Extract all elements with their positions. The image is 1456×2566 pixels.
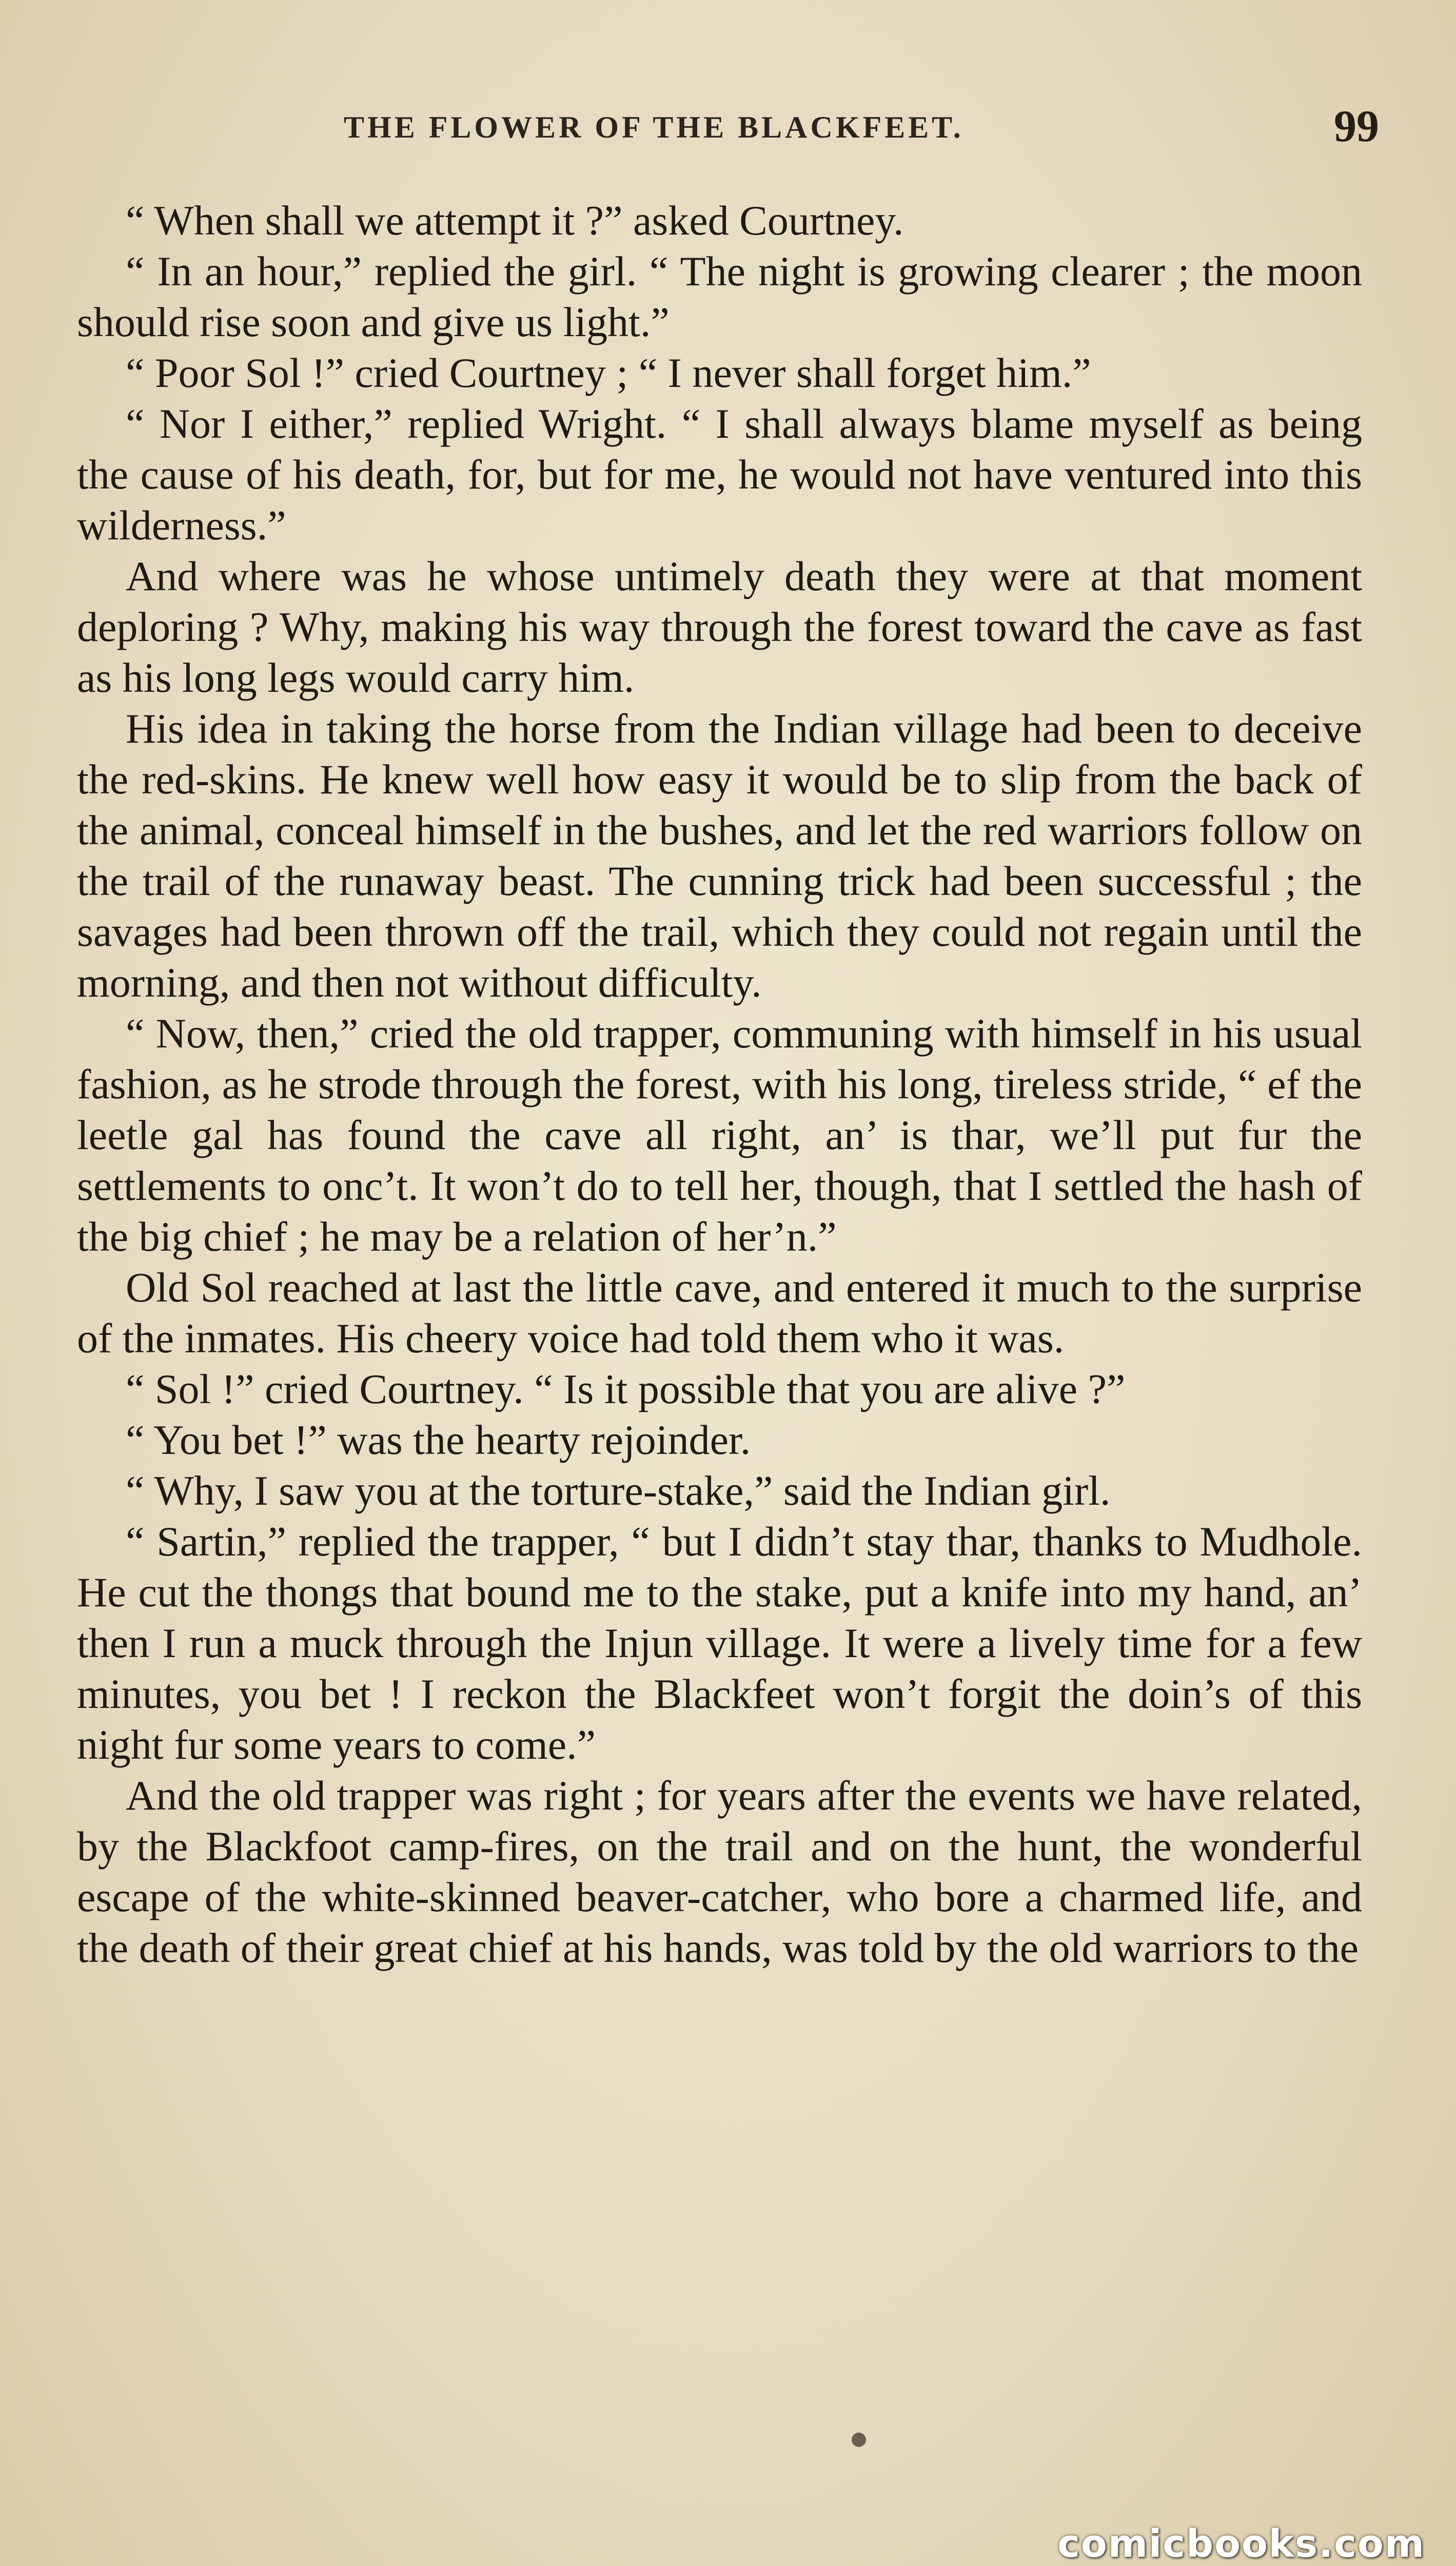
ink-dot bbox=[852, 2433, 866, 2447]
paragraph: “ Why, I saw you at the torture-stake,” said the Indian girl. bbox=[126, 1467, 1111, 1514]
paragraph: “ Poor Sol !” cried Courtney ; “ I never shall forget him.” bbox=[126, 349, 1091, 396]
paragraph: “ You bet !” was the hearty rejoinder. bbox=[126, 1416, 751, 1463]
paragraph: His idea in taking the horse from the Indian village had been to deceive the red-skins. He knew well how easy it would be to slip from the back of the animal, conceal himself in the bushes, and let the red warriors follow on the trail of the runaway beast. The cunning trick had been successful ; the savages had been thrown off the trail, which they could not regain until the morning, and then not without difficulty. bbox=[77, 705, 1362, 1006]
paragraph: “ Nor I either,” replied Wright. “ I shall always blame myself as being the cause of his death, for, but for me, he would not have ventured into this wilderness.” bbox=[77, 400, 1362, 549]
body-text bbox=[77, 195, 1362, 1973]
paragraph: “ Sartin,” replied the trapper, “ but I didn’t stay thar, thanks to Mudhole. He cut the thongs that bound me to the stake, put a knife into my hand, an’ then I run a muck through the Injun village. It were a lively time for a few minutes, you bet ! I reckon the Blackfeet won’t forgit the doin’s of this night fur some years to come.” bbox=[77, 1518, 1362, 1768]
paragraph: “ In an hour,” replied the girl. “ The night is growing clearer ; the moon should rise soon and give us light.” bbox=[77, 248, 1362, 345]
paragraph: And where was he whose untimely death they were at that moment deploring ? Why, making his way through the forest toward the cave as fast as his long legs would carry him. bbox=[77, 553, 1362, 701]
paragraph: “ Now, then,” cried the old trapper, communing with himself in his usual fashion, as he strode through the forest, with his long, tireless stride, “ ef the leetle gal has found the cave all right, an’ is thar, we’ll put fur the settlements to onc’t. It won’t do to tell her, though, that I settled the hash of the big chief ; he may be a relation of her’n.” bbox=[77, 1010, 1362, 1260]
paragraph: Old Sol reached at last the little cave, and entered it much to the surprise of the inmates. His cheery voice had told them who it was. bbox=[77, 1264, 1362, 1362]
paragraph: “ When shall we attempt it ?” asked Courtney. bbox=[126, 197, 904, 244]
running-title: THE FLOWER OF THE BLACKFEET. bbox=[344, 110, 964, 144]
page-number: 99 bbox=[1334, 102, 1379, 151]
page-header bbox=[77, 101, 1379, 157]
paragraph: And the old trapper was right ; for years after the events we have related, by the Blackfoot camp-fires, on the trail and on the hunt, the wonderful escape of the white-skinned beaver-catcher, who bore a charmed life, and the death of their great chief at his hands, was told by the old warriors to the bbox=[77, 1772, 1362, 1971]
paragraph: “ Sol !” cried Courtney. “ Is it possible that you are alive ?” bbox=[126, 1366, 1126, 1412]
watermark: comicbooks.com bbox=[1057, 2522, 1425, 2566]
